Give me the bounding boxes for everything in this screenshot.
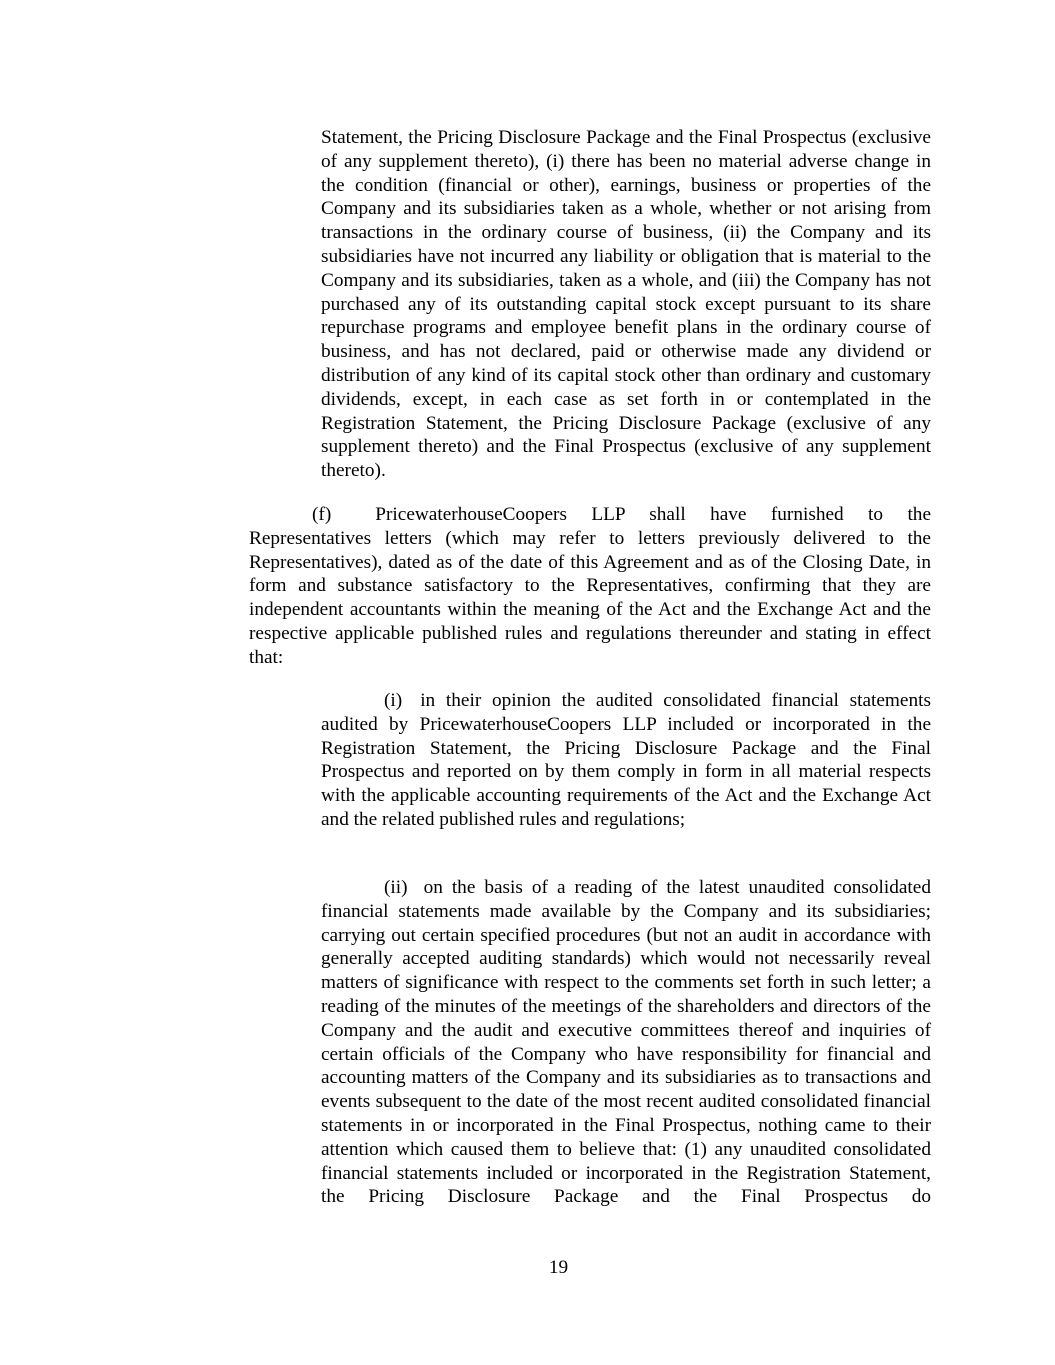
item-ii-text: on the basis of a reading of the latest unaudited consolidated financial statements made available by the Company and its subsidiaries; carrying out certain specified procedures (but not an audit in accordance with generally accepted auditing standards) which would not necessarily reveal matters of significance with respect to the comments set forth in such letter; a reading of the minutes of the meetings of the shareholders and directors of the Company and the audit and executive committees thereof and inquiries of certain officials of the Company who have responsibility for financial and accounting matters of the Company and its subsidiaries as to transactions and events subsequent to the date of the most recent audited consolidated financial statements in or incorporated in the Final Prospectus, nothing came to their attention which caused them to believe that: (1) any unaudited consolidated financial statements included or incorporated in the Registration Statement, the Pricing Disclosure Package and the Final Prospectus do xyxy=(321,877,931,1208)
paragraph-continuation: Statement, the Pricing Disclosure Package and the Final Prospectus (exclusive of any supplement thereto), (i) there has been no material adverse change in the condition (financial or other), earnings, business or properties of the Company and its subsidiaries taken as a whole, whether or not arising from transactions in the ordinary course of business, (ii) the Company and its subsidiaries have not incurred any liability or obligation that is material to the Company and its subsidiaries, taken as a whole, and (iii) the Company has not purchased any of its outstanding capital stock except pursuant to its share repurchase programs and employee benefit plans in the ordinary course of business, and has not declared, paid or otherwise made any dividend or distribution of any kind of its capital stock other than ordinary and customary dividends, except, in each case as set forth in or contemplated in the Registration Statement, the Pricing Disclosure Package (exclusive of any supplement thereto) and the Final Prospectus (exclusive of any supplement thereto). xyxy=(321,127,931,482)
item-ii-label: (ii) xyxy=(384,877,408,898)
item-i-label: (i) xyxy=(384,690,403,711)
section-f-label: (f) xyxy=(312,504,332,525)
item-i-paragraph xyxy=(321,689,931,832)
page-number: 19 xyxy=(548,1257,569,1278)
item-ii-paragraph xyxy=(321,876,931,1209)
section-f-paragraph xyxy=(249,503,931,670)
item-i-text: in their opinion the audited consolidated financial statements audited by PricewaterhouseCoopers LLP included or incorporated in the Registration Statement, the Pricing Disclosure Package and the Final Prospectus and reported on by them comply in form in all material respects with the applicable accounting requirements of the Act and the Exchange Act and the related published rules and regulations; xyxy=(321,690,931,830)
section-f-text: PricewaterhouseCoopers LLP shall have furnished to the Representatives letters (which may refer to letters previously delivered to the Representatives), dated as of the date of this Agreement and as of the Closing Date, in form and substance satisfactory to the Representatives, confirming that they are independent accountants within the meaning of the Act and the Exchange Act and the respective applicable published rules and regulations thereunder and stating in effect that: xyxy=(249,504,931,668)
